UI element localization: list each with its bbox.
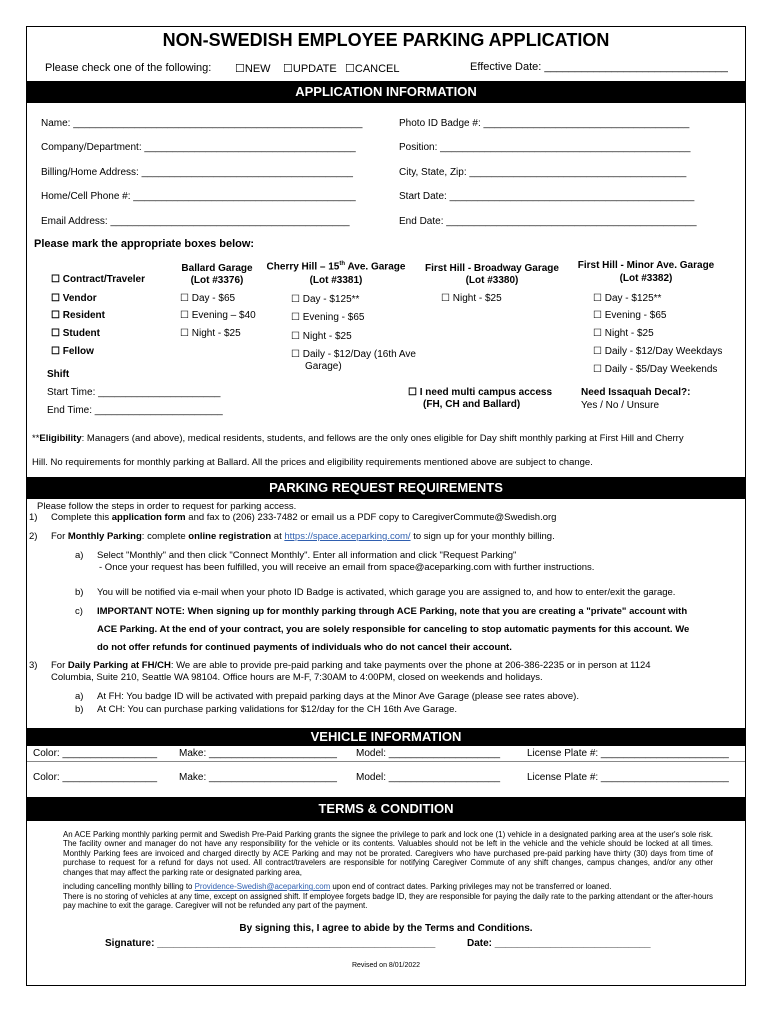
vehicle-2-plate[interactable]: License Plate #: _______________________ xyxy=(527,772,729,783)
ballard-lot: (Lot #3376) xyxy=(190,275,244,286)
checkbox-icon[interactable]: ☐ xyxy=(180,310,192,321)
checkbox-icon[interactable]: ☐ xyxy=(283,63,293,75)
vehicle-divider xyxy=(27,761,745,762)
checkbox-icon[interactable]: ☐ xyxy=(593,346,605,357)
type-student[interactable]: ☐ Student xyxy=(51,328,100,339)
terms-paragraph-3: There is no storing of vehicles at any time, except on assigned shift. If employee forgets badge ID, they are responsible for paying the daily rate to the parking attendant or the after-hours pay machine to exit the garage. Caregiver will not be refunded any part of the payment. xyxy=(63,892,713,911)
cherry-daily-cont: Garage) xyxy=(305,361,342,372)
multi-campus-access[interactable]: ☐ I need multi campus access xyxy=(408,387,553,398)
vehicle-1-model[interactable]: Model: ____________________ xyxy=(356,748,501,759)
cherry-evening[interactable]: ☐ Evening - $65 xyxy=(291,312,365,323)
minor-ave-lot: (Lot #3382) xyxy=(619,273,673,284)
cherry-day[interactable]: ☐ Day - $125** xyxy=(291,294,360,305)
terms-paragraph-1: An ACE Parking monthly parking permit and Swedish Pre-Paid Parking grants the signee the privilege to park and lock one (1) vehicle in a designated parking area at the user's sole risk. The facility owner and manager do not have any responsibility for the vehicle or its contents. Valuables should not be left in the vehicle and the vehicle should be locked at all times. Monthly Parking fees are invoiced and charged directly by ACE Parking and may not be prorated. Caregivers who have purchased pre-paid parking have thirty (30) days from time of purchase to request for a refund for days not used. All contract/travelers are responsible for notifying Caregiver Commute of any shift changes, campus changes, and/or any other changes that may affect the parking rate or designated parking area, xyxy=(63,830,713,877)
ballard-garage-title: Ballard Garage xyxy=(181,263,253,274)
providence-swedish-email-link[interactable]: Providence-Swedish@aceparking.com xyxy=(194,882,331,891)
checkbox-icon[interactable]: ☐ xyxy=(345,63,355,75)
section-vehicle-information: VEHICLE INFORMATION xyxy=(27,728,745,746)
boxes-heading: Please mark the appropriate boxes below: xyxy=(34,238,255,250)
section-application-information: APPLICATION INFORMATION xyxy=(27,81,745,103)
option-update[interactable]: ☐UPDATE xyxy=(283,63,337,75)
minor-ave-garage-title: First Hill - Minor Ave. Garage xyxy=(577,260,715,271)
checkbox-icon[interactable]: ☐ xyxy=(291,349,303,360)
vehicle-2-color[interactable]: Color: _________________ xyxy=(33,772,157,783)
cherry-hill-lot: (Lot #3381) xyxy=(309,275,363,286)
start-date-field[interactable]: Start Date: ____________________________________________ xyxy=(399,191,695,202)
step-2c-line-2: ACE Parking. At the end of your contract, you are solely responsible for canceling to stop automatic payments for this account. We xyxy=(97,624,690,635)
checkbox-icon[interactable]: ☐ xyxy=(593,364,605,375)
step-1-number: 1) xyxy=(29,512,38,523)
ballard-night[interactable]: ☐ Night - $25 xyxy=(180,328,241,339)
checkbox-icon[interactable]: ☐ xyxy=(291,294,303,305)
type-contract-traveler[interactable]: ☐ Contract/Traveler xyxy=(51,274,146,285)
step-3a: At FH: You badge ID will be activated with prepaid parking days at the Minor Ave Garage (please see rates above). xyxy=(97,691,579,702)
vehicle-1-color[interactable]: Color: _________________ xyxy=(33,748,157,759)
minor-evening[interactable]: ☐ Evening - $65 xyxy=(593,310,667,321)
checkbox-icon[interactable]: ☐ xyxy=(291,312,303,323)
end-time-field[interactable]: End Time: _______________________ xyxy=(47,405,223,416)
billing-address-field[interactable]: Billing/Home Address: ______________________________________ xyxy=(41,167,353,178)
option-cancel[interactable]: ☐CANCEL xyxy=(345,63,400,75)
step-2a-number: a) xyxy=(75,550,84,561)
step-2c-number: c) xyxy=(75,606,83,617)
form-title: NON-SWEDISH EMPLOYEE PARKING APPLICATION xyxy=(162,30,610,50)
eligibility-line-1: **Eligibility: Managers (and above), medical residents, students, and fellows are the only ones eligible for Day shift monthly parking at First Hill and Cherry xyxy=(32,433,684,444)
start-time-field[interactable]: Start Time: ______________________ xyxy=(47,387,221,398)
checkbox-icon[interactable]: ☐ xyxy=(51,328,63,339)
terms-paragraph-2: including cancelling monthly billing to Providence-Swedish@aceparking.com upon end of contract dates. Parking privileges may not be transferred or loaned. xyxy=(63,882,612,891)
check-prompt: Please check one of the following: xyxy=(45,62,212,74)
step-3a-number: a) xyxy=(75,691,84,702)
checkbox-icon[interactable]: ☐ xyxy=(51,274,63,285)
step-2: For Monthly Parking: complete online registration at https://space.aceparking.com/ to sign up for your monthly billing. xyxy=(51,531,555,542)
broadway-night[interactable]: ☐ Night - $25 xyxy=(441,293,502,304)
minor-daily-weekdays[interactable]: ☐ Daily - $12/Day Weekdays xyxy=(593,346,723,357)
step-2a-line-1: Select "Monthly" and then click "Connect Monthly". Enter all information and click "Request Parking" xyxy=(97,550,517,561)
end-date-field[interactable]: End Date: _____________________________________________ xyxy=(399,216,697,227)
section-terms-condition: TERMS & CONDITION xyxy=(27,797,745,821)
checkbox-icon[interactable]: ☐ xyxy=(51,346,63,357)
minor-night[interactable]: ☐ Night - $25 xyxy=(593,328,654,339)
step-3-line-1: For Daily Parking at FH/CH: We are able to provide pre-paid parking and take payments over the phone at 206-386-2235 or in person at 1124 xyxy=(51,660,651,671)
issaquah-decal-question: Need Issaquah Decal?: xyxy=(581,387,691,398)
eligibility-line-2: Hill. No requirements for monthly parking at Ballard. All the prices and eligibility requirements mentioned above are subject to change. xyxy=(32,457,593,468)
step-2-number: 2) xyxy=(29,531,38,542)
multi-campus-note: (FH, CH and Ballard) xyxy=(423,399,521,410)
step-2c-line-1: IMPORTANT NOTE: When signing up for monthly parking through ACE Parking, note that you are creating a "private" account with xyxy=(97,606,688,617)
broadway-garage-title: First Hill - Broadway Garage xyxy=(425,263,559,274)
checkbox-icon[interactable]: ☐ xyxy=(51,293,63,304)
requirements-intro: Please follow the steps in order to request for parking access. xyxy=(37,501,297,512)
aceparking-link[interactable]: https://space.aceparking.com/ xyxy=(284,531,411,542)
option-new[interactable]: ☐NEW xyxy=(235,63,271,75)
checkbox-icon[interactable]: ☐ xyxy=(180,328,192,339)
issaquah-decal-options[interactable]: Yes / No / Unsure xyxy=(581,400,660,411)
checkbox-icon[interactable]: ☐ xyxy=(593,293,605,304)
vehicle-2-make[interactable]: Make: _______________________ xyxy=(179,772,337,783)
type-fellow[interactable]: ☐ Fellow xyxy=(51,346,94,357)
checkbox-icon[interactable]: ☐ xyxy=(180,293,192,304)
step-1: Complete this application form and fax to (206) 233-7482 or email us a PDF copy to CaregiverCommute@Swedish.org xyxy=(51,512,557,523)
position-field[interactable]: Position: _____________________________________________ xyxy=(399,142,691,153)
agreement-statement: By signing this, I agree to abide by the Terms and Conditions. xyxy=(239,923,533,934)
broadway-lot: (Lot #3380) xyxy=(465,275,519,286)
email-field[interactable]: Email Address: ___________________________________________ xyxy=(41,216,350,227)
step-3-number: 3) xyxy=(29,660,38,671)
cherry-night[interactable]: ☐ Night - $25 xyxy=(291,331,352,342)
step-2a-line-2: - Once your request has been fulfilled, you will receive an email from space@aceparking.com with further instructions. xyxy=(99,562,595,573)
ballard-evening[interactable]: ☐ Evening – $40 xyxy=(180,310,256,321)
checkbox-icon[interactable]: ☐ xyxy=(51,310,63,321)
type-resident[interactable]: ☐ Resident xyxy=(51,310,105,321)
step-2b-number: b) xyxy=(75,587,84,598)
checkbox-icon[interactable]: ☐ xyxy=(408,387,420,398)
company-field[interactable]: Company/Department: ______________________________________ xyxy=(41,142,356,153)
phone-field[interactable]: Home/Cell Phone #: ________________________________________ xyxy=(41,191,356,202)
checkbox-icon[interactable]: ☐ xyxy=(235,63,245,75)
city-state-zip-field[interactable]: City, State, Zip: _______________________________________ xyxy=(399,167,687,178)
signature-field[interactable]: Signature: __________________________________________________ xyxy=(105,938,436,949)
step-2c-line-3: do not offer refunds for continued payments of individuals who do not cancel their account. xyxy=(97,642,512,653)
vehicle-2-model[interactable]: Model: ____________________ xyxy=(356,772,501,783)
ballard-day[interactable]: ☐ Day - $65 xyxy=(180,293,236,304)
checkbox-icon[interactable]: ☐ xyxy=(441,293,453,304)
minor-day[interactable]: ☐ Day - $125** xyxy=(593,293,662,304)
step-3b-number: b) xyxy=(75,704,84,715)
effective-date-field[interactable]: Effective Date: ______________________________ xyxy=(470,61,728,73)
minor-daily-weekends[interactable]: ☐ Daily - $5/Day Weekends xyxy=(593,364,718,375)
section-parking-request-requirements: PARKING REQUEST REQUIREMENTS xyxy=(27,477,745,499)
type-vendor[interactable]: ☐ Vendor xyxy=(51,293,97,304)
signature-date-field[interactable]: Date: ____________________________ xyxy=(467,938,651,949)
shift-label: Shift xyxy=(47,369,70,380)
checkbox-icon[interactable]: ☐ xyxy=(291,331,303,342)
vehicle-1-plate[interactable]: License Plate #: _______________________ xyxy=(527,748,729,759)
cherry-daily[interactable]: ☐ Daily - $12/Day (16th Ave xyxy=(291,349,416,360)
step-3b: At CH: You can purchase parking validations for $12/day for the CH 16th Ave Garage. xyxy=(97,704,457,715)
checkbox-icon[interactable]: ☐ xyxy=(593,328,605,339)
step-3-line-2: Columbia, Suite 210, Seattle WA 98104. Office hours are M-F, 7:30AM to 4:00PM, closed on weekends and holidays. xyxy=(51,672,543,683)
vehicle-1-make[interactable]: Make: _______________________ xyxy=(179,748,337,759)
step-2b: You will be notified via e-mail when your photo ID Badge is activated, which garage you are assigned to, and how to enter/exit the garage. xyxy=(97,587,676,598)
checkbox-icon[interactable]: ☐ xyxy=(593,310,605,321)
name-field[interactable]: Name: ____________________________________________________ xyxy=(41,118,363,129)
application-form xyxy=(26,26,746,986)
revised-date: Revised on 8/01/2022 xyxy=(351,962,421,969)
cherry-hill-garage-title: Cherry Hill – 15th Ave. Garage xyxy=(266,261,406,273)
photo-id-field[interactable]: Photo ID Badge #: _____________________________________ xyxy=(399,118,690,129)
